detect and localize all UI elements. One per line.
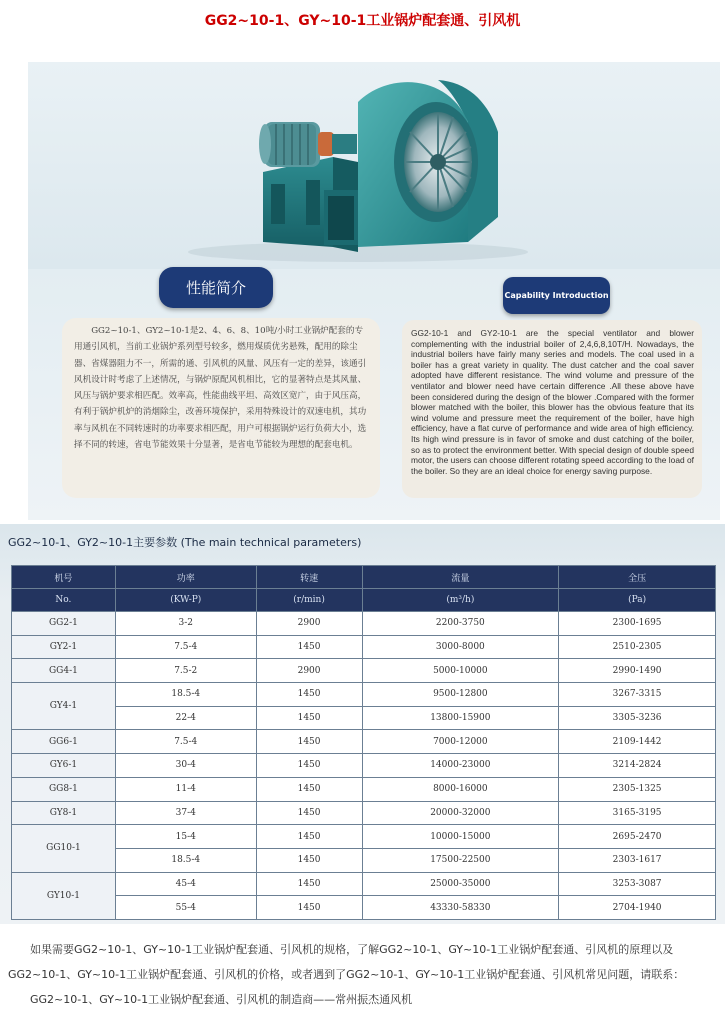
cell-pressure: 2704-1940	[559, 896, 716, 920]
cell-speed: 1450	[256, 825, 362, 849]
cell-flow: 43330-58330	[362, 896, 559, 920]
cell-power: 7.5-2	[115, 659, 256, 683]
table-row	[12, 612, 716, 636]
cell-model: GG10-1	[12, 825, 116, 872]
cell-speed: 1450	[256, 754, 362, 778]
cell-speed: 1450	[256, 801, 362, 825]
table-row	[12, 801, 716, 825]
parameters-heading: GG2~10-1、GY2~10-1主要参数 (The main technical parameters)	[8, 536, 362, 549]
cell-power: 18.5-4	[115, 683, 256, 707]
cell-pressure: 2305-1325	[559, 777, 716, 801]
column-unit-speed: (r/min)	[256, 589, 362, 612]
cell-power: 37-4	[115, 801, 256, 825]
cell-model: GG4-1	[12, 659, 116, 683]
cell-pressure: 2300-1695	[559, 612, 716, 636]
cell-model: GY2-1	[12, 635, 116, 659]
cell-speed: 1450	[256, 683, 362, 707]
table-header-row	[12, 566, 716, 589]
cell-speed: 2900	[256, 612, 362, 636]
column-header-pressure: 全压	[559, 566, 716, 589]
parameters-table	[11, 565, 716, 920]
cell-flow: 7000-12000	[362, 730, 559, 754]
intro-heading-zh: 性能简介	[159, 267, 273, 308]
cell-pressure: 3305-3236	[559, 706, 716, 730]
cell-pressure: 2695-2470	[559, 825, 716, 849]
cell-model: GY6-1	[12, 754, 116, 778]
cell-flow: 9500-12800	[362, 683, 559, 707]
cell-speed: 2900	[256, 659, 362, 683]
cell-model: GY10-1	[12, 872, 116, 919]
cell-speed: 1450	[256, 730, 362, 754]
footer-text	[8, 937, 720, 1012]
cell-power: 3-2	[115, 612, 256, 636]
cell-model: GG8-1	[12, 777, 116, 801]
intro-text-zh: GG2~10-1、GY2~10-1是2、4、6、8、10吨/小时工业锅炉配套的专用通引风机，当前工业锅炉系列型号较多，燃用煤质优劣悬殊，配用的除尘器、省煤器阻力不一，所需的通、引风机的风量、风压有一定的差异，该通引风机设计时考虑了上述情况，与锅炉原配风机相比，它的显著特点是其风量、风压与锅炉要求相匹配。效率高，性能曲线平坦、高效区宽广，由于风压高，有利于锅炉机炉的消烟除尘，改善环境保护，采用特殊设计的双速电机，其功率与风机在不同转速时的功率要求相匹配，用户可根据锅炉运行负荷大小，选择不同的转速，省电节能效果十分显著，是省电节能较为理想的配套电机。	[62, 318, 380, 498]
cell-power: 11-4	[115, 777, 256, 801]
cell-model: GG2-1	[12, 612, 116, 636]
table-row	[12, 848, 716, 872]
table-row	[12, 706, 716, 730]
cell-model: GG6-1	[12, 730, 116, 754]
column-header-flow: 流量	[362, 566, 559, 589]
table-unit-row	[12, 589, 716, 612]
column-unit-model: No.	[12, 589, 116, 612]
cell-pressure: 3253-3087	[559, 872, 716, 896]
cell-flow: 17500-22500	[362, 848, 559, 872]
cell-flow: 5000-10000	[362, 659, 559, 683]
footer-contact: GG2~10-1、GY~10-1工业锅炉配套通、引风机的制造商——常州振杰通风机	[30, 993, 413, 1006]
table-row	[12, 754, 716, 778]
cell-power: 7.5-4	[115, 635, 256, 659]
cell-pressure: 2109-1442	[559, 730, 716, 754]
cell-speed: 1450	[256, 706, 362, 730]
centrifugal-fan-illustration	[28, 62, 720, 269]
cell-power: 15-4	[115, 825, 256, 849]
cell-pressure: 2303-1617	[559, 848, 716, 872]
cell-speed: 1450	[256, 872, 362, 896]
table-row	[12, 777, 716, 801]
cell-power: 45-4	[115, 872, 256, 896]
column-header-model: 机号	[12, 566, 116, 589]
page-title: GG2~10-1、GY~10-1工业锅炉配套通、引风机	[204, 13, 521, 29]
column-header-power: 功率	[115, 566, 256, 589]
product-image	[28, 62, 720, 269]
cell-power: 18.5-4	[115, 848, 256, 872]
cell-flow: 8000-16000	[362, 777, 559, 801]
cell-model: GY8-1	[12, 801, 116, 825]
table-row	[12, 825, 716, 849]
cell-model: GY4-1	[12, 683, 116, 730]
cell-flow: 25000-35000	[362, 872, 559, 896]
table-row	[12, 659, 716, 683]
cell-speed: 1450	[256, 777, 362, 801]
cell-pressure: 3165-3195	[559, 801, 716, 825]
cell-pressure: 3214-2824	[559, 754, 716, 778]
intro-text-en: GG2-10-1 and GY2-10-1 are the special ventilator and blower complementing with the industrial boiler of 2,4,6,8,10T/H. Nowadays, the industrial boilers have fairly many series and models. The coal used in a boiler has a great variety in quality. The dust catcher and the coal saver adopted have different resistance. The wind volume and pressure of the ventilator and blower need have certain difference .All these above have been considered during the design of the blower .Compared with the former blower matched with the boiler, this blower has the obvious feature that its wind volume and pressure meet the requirement of the boiler, have high efficiency, have a flat curve of performance and wide area of high efficiency. Its high wind pressure is in favor of smoke and dust catching of the boiler, so as to protect the environment better. With special design of double speed motor, the users can choose different rotating speed according to the load of the boiler. So they are an ideal choice for energy saving purpose.	[402, 320, 702, 498]
cell-power: 55-4	[115, 896, 256, 920]
column-unit-flow: (m³/h)	[362, 589, 559, 612]
cell-flow: 3000-8000	[362, 635, 559, 659]
cell-flow: 10000-15000	[362, 825, 559, 849]
table-row	[12, 683, 716, 707]
footer	[8, 937, 720, 1012]
column-unit-pressure: (Pa)	[559, 589, 716, 612]
cell-power: 30-4	[115, 754, 256, 778]
table-row	[12, 730, 716, 754]
table-row	[12, 896, 716, 920]
intro-heading-en: Capability Introduction	[503, 277, 610, 314]
parameters-table-body	[12, 612, 716, 920]
cell-speed: 1450	[256, 896, 362, 920]
cell-speed: 1450	[256, 635, 362, 659]
cell-power: 7.5-4	[115, 730, 256, 754]
cell-flow: 13800-15900	[362, 706, 559, 730]
cell-flow: 2200-3750	[362, 612, 559, 636]
cell-flow: 20000-32000	[362, 801, 559, 825]
cell-pressure: 2990-1490	[559, 659, 716, 683]
cell-pressure: 3267-3315	[559, 683, 716, 707]
cell-power: 22-4	[115, 706, 256, 730]
cell-speed: 1450	[256, 848, 362, 872]
column-header-speed: 转速	[256, 566, 362, 589]
footer-inquiry-text: 如果需要GG2~10-1、GY~10-1工业锅炉配套通、引风机的规格，了解GG2~10-1、GY~10-1工业锅炉配套通、引风机的原理以及GG2~10-1、GY~10-1工业锅炉配套通、引风机的价格，或者遇到了GG2~10-1、GY~10-1工业锅炉配套通、引风机常见问题，请联系：	[8, 943, 685, 981]
table-row	[12, 635, 716, 659]
column-unit-power: (KW-P)	[115, 589, 256, 612]
cell-pressure: 2510-2305	[559, 635, 716, 659]
cell-flow: 14000-23000	[362, 754, 559, 778]
table-row	[12, 872, 716, 896]
